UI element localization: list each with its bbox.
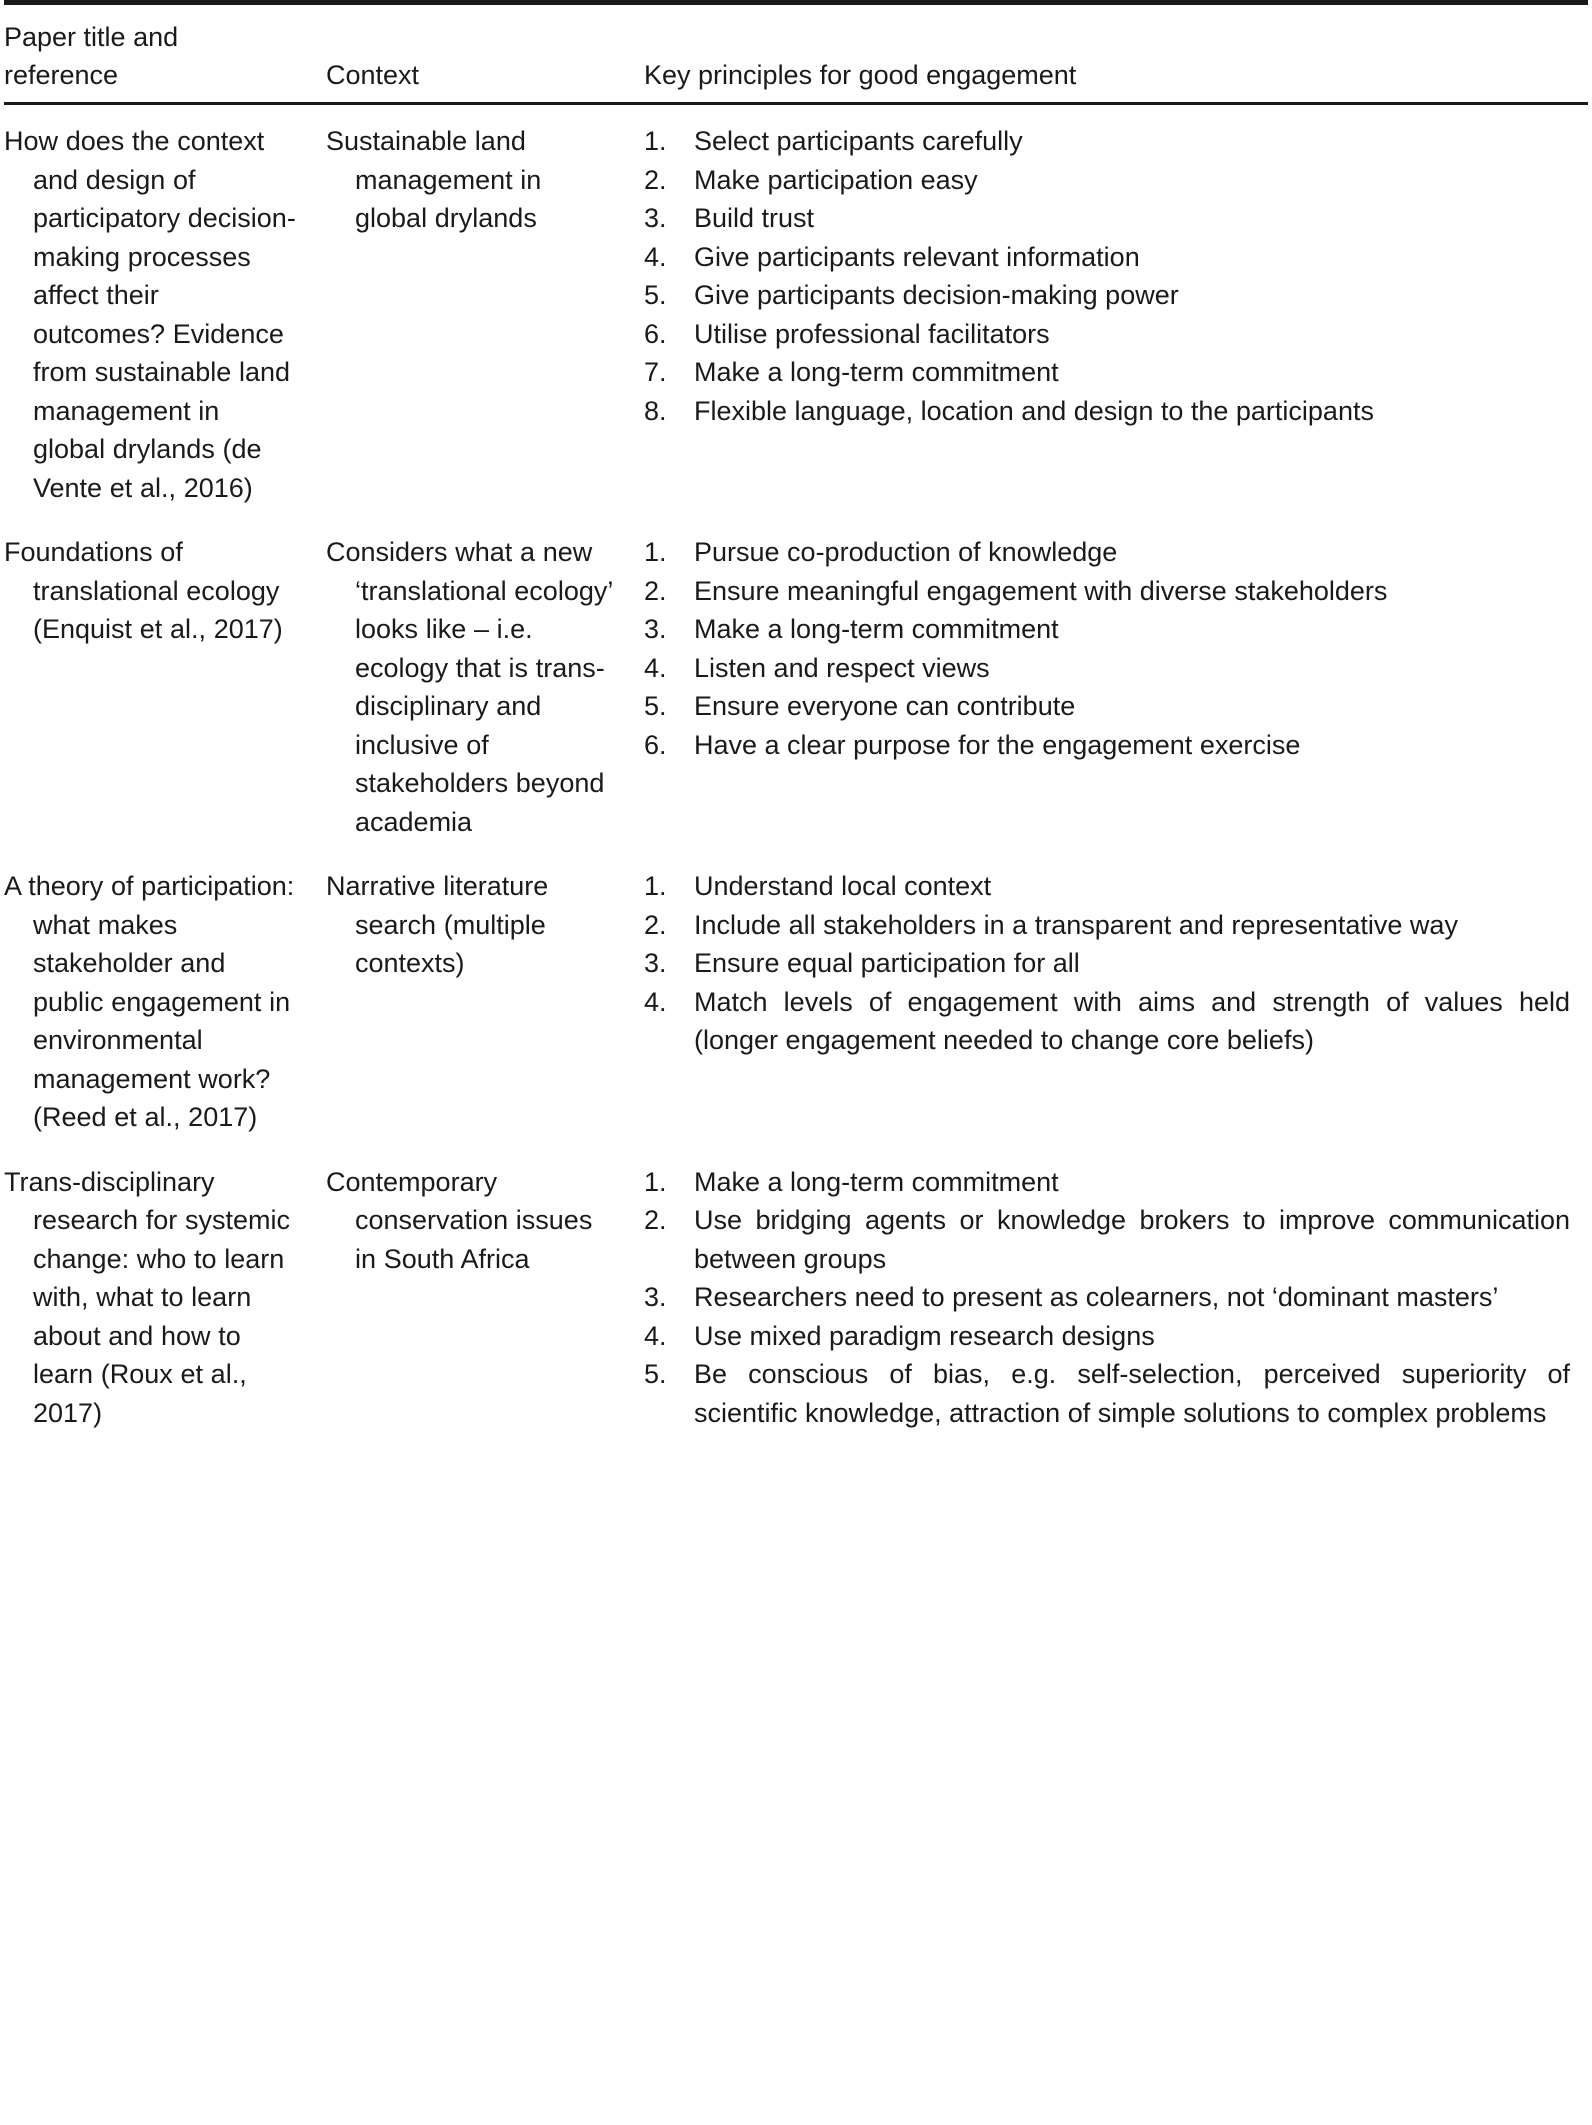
principle-item-text: Be conscious of bias, e.g. self-selection, perceived superiority of scientific knowledge, attraction of simple solutions to complex problems [694, 1359, 1570, 1428]
principle-item [644, 1278, 1570, 1317]
principle-item [644, 1317, 1570, 1356]
table-body [4, 104, 1588, 1447]
cell-principles [634, 521, 1588, 855]
principle-item [644, 276, 1570, 315]
cell-principles [634, 104, 1588, 522]
principle-item [644, 199, 1570, 238]
principle-item [644, 392, 1570, 431]
principle-item [644, 1201, 1570, 1278]
table-row [4, 521, 1588, 855]
principle-item [644, 161, 1570, 200]
principle-item [644, 944, 1570, 983]
paper-title-text: How does the context and design of participatory decision-making processes affect their outcomes? Evidence from sustainable land management in global drylands (de Vente et al., 2016) [4, 126, 296, 503]
cell-context [316, 855, 634, 1151]
principle-list [644, 122, 1570, 430]
principle-item-text: Ensure equal participation for all [694, 948, 1080, 978]
principle-item-text: Make a long-term commitment [694, 1166, 1059, 1197]
principle-item-text: Give participants decision-making power [694, 280, 1179, 310]
principle-item [644, 533, 1570, 572]
principle-item-text: Understand local context [694, 871, 992, 901]
principle-item-text: Make a long-term commitment [694, 614, 1059, 644]
principle-item [644, 1163, 1570, 1202]
principle-item-text: Pursue co-production of knowledge [694, 537, 1118, 567]
principle-item-text: Match levels of engagement with aims and strength of values held (longer engagement needed to change core beliefs) [694, 986, 1570, 1055]
principle-list [644, 1163, 1570, 1433]
principle-item-text: Ensure everyone can contribute [694, 691, 1076, 721]
principle-item [644, 315, 1570, 354]
cell-principles [634, 1151, 1588, 1447]
principle-item-text: Use mixed paradigm research designs [694, 1320, 1155, 1351]
principle-item-text: Include all stakeholders in a transparent and representative way [694, 909, 1458, 940]
paper-title-text: A theory of participation: what makes stakeholder and public engagement in environmental management work? (Reed et al., 2017) [4, 871, 295, 1132]
principle-item [644, 238, 1570, 277]
cell-paper-title [4, 521, 316, 855]
column-header-paper-label: Paper title and reference [4, 22, 179, 90]
principle-item [644, 906, 1570, 945]
context-text: Contemporary conservation issues in South Africa [326, 1166, 593, 1274]
paper-title-text: Foundations of translational ecology (Enquist et al., 2017) [4, 537, 283, 644]
principle-item [644, 867, 1570, 906]
principle-item-text: Listen and respect views [694, 652, 990, 683]
principle-item-text: Give participants relevant information [694, 241, 1140, 272]
principle-item-text: Flexible language, location and design to the participants [694, 395, 1374, 426]
column-header-context-label: Context [326, 60, 420, 90]
principle-list [644, 867, 1570, 1060]
table-row [4, 1151, 1588, 1447]
context-text: Narrative literature search (multiple contexts) [326, 871, 549, 978]
principle-item [644, 122, 1570, 161]
principle-item [644, 649, 1570, 688]
cell-paper-title [4, 855, 316, 1151]
cell-context [316, 104, 634, 522]
principle-item [644, 572, 1570, 611]
context-text: Sustainable land management in global drylands [326, 126, 542, 233]
cell-context [316, 521, 634, 855]
column-header-paper [4, 3, 316, 104]
table-row [4, 855, 1588, 1151]
principle-item-text: Utilise professional facilitators [694, 318, 1050, 349]
cell-paper-title [4, 1151, 316, 1447]
principle-item-text: Have a clear purpose for the engagement exercise [694, 729, 1301, 760]
header-row [4, 3, 1588, 104]
principles-table [4, 0, 1588, 1446]
table-header [4, 3, 1588, 104]
table-row [4, 104, 1588, 522]
principle-item [644, 610, 1570, 649]
cell-principles [634, 855, 1588, 1151]
principle-item-text: Make a long-term commitment [694, 357, 1059, 387]
principle-item-text: Use bridging agents or knowledge brokers to improve communication between groups [694, 1205, 1570, 1274]
principle-item [644, 1355, 1570, 1432]
cell-context [316, 1151, 634, 1447]
principle-item-text: Make participation easy [694, 164, 978, 195]
principle-item-text: Build trust [694, 203, 815, 233]
principle-list [644, 533, 1570, 764]
principle-item [644, 687, 1570, 726]
paper-title-text: Trans-disciplinary research for systemic change: who to learn with, what to learn about and how to learn (Roux et al., 2017) [4, 1166, 290, 1428]
principle-item [644, 983, 1570, 1060]
principle-item-text: Researchers need to present as colearners, not ‘dominant masters’ [694, 1282, 1499, 1312]
column-header-context [316, 3, 634, 104]
context-text: Considers what a new ‘translational ecology’ looks like – i.e. ecology that is trans-disciplinary and inclusive of stakeholders beyond academia [326, 537, 613, 837]
column-header-principles-label: Key principles for good engagement [644, 60, 1077, 90]
principle-item [644, 726, 1570, 765]
principle-item-text: Ensure meaningful engagement with diverse stakeholders [694, 575, 1388, 606]
principle-item-text: Select participants carefully [694, 126, 1023, 156]
column-header-principles [634, 3, 1588, 104]
principle-item [644, 353, 1570, 392]
cell-paper-title [4, 104, 316, 522]
